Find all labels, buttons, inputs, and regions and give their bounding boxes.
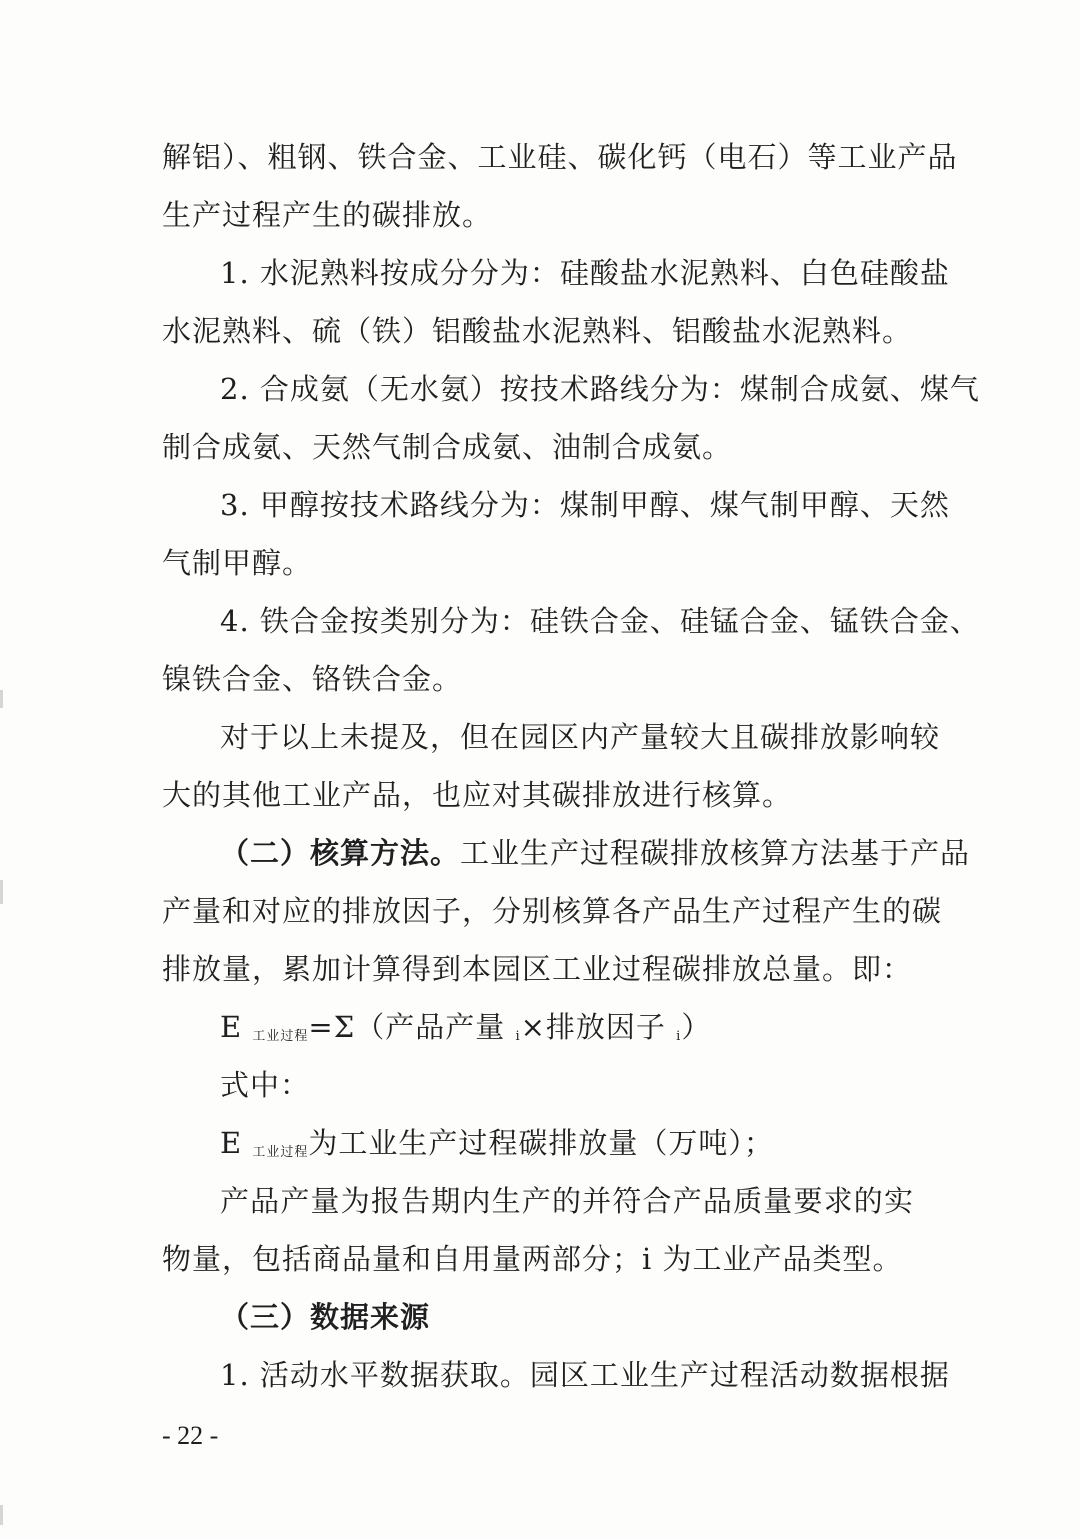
formula-sum: =Σ（产品产量 bbox=[308, 1010, 506, 1044]
document-body bbox=[162, 128, 980, 1404]
definition-text: 为工业生产过程碳排放量（万吨）； bbox=[308, 1126, 774, 1160]
text-line: 产品产量为报告期内生产的并符合产品质量要求的实 bbox=[220, 1184, 914, 1218]
formula bbox=[162, 998, 914, 1056]
text-line: 产量和对应的排放因子，分别核算各产品生产过程产生的碳 bbox=[162, 894, 943, 928]
text-line: 镍铁合金、铬铁合金。 bbox=[162, 662, 463, 696]
text-line: 4. 铁合金按类别分为：硅铁合金、硅锰合金、锰铁合金、 bbox=[220, 604, 980, 638]
text-line: 2. 合成氨（无水氨）按技术路线分为：煤制合成氨、煤气 bbox=[220, 372, 980, 406]
text-line: 大的其他工业产品，也应对其碳排放进行核算。 bbox=[162, 778, 793, 812]
scan-edge-mark bbox=[0, 1505, 3, 1525]
formula-e-subscript: 工业过程 bbox=[252, 1029, 309, 1044]
definition-e: E bbox=[220, 1126, 243, 1160]
formula-e: E bbox=[220, 1010, 243, 1044]
text-line: 制合成氨、天然气制合成氨、油制合成氨。 bbox=[162, 430, 733, 464]
text-line: 物量，包括商品量和自用量两部分；i 为工业产品类型。 bbox=[162, 1242, 903, 1276]
text-line: 生产过程产生的碳排放。 bbox=[162, 198, 493, 232]
page-number: - 22 - bbox=[162, 1421, 219, 1450]
section-heading: （二）核算方法。 bbox=[220, 836, 461, 870]
section-heading: （三）数据来源 bbox=[220, 1300, 431, 1334]
text-line: 1. 水泥熟料按成分分为：硅酸盐水泥熟料、白色硅酸盐 bbox=[220, 256, 950, 290]
text-line: 气制甲醇。 bbox=[162, 546, 313, 580]
definition-e-subscript: 工业过程 bbox=[252, 1145, 309, 1160]
text-line: 3. 甲醇按技术路线分为：煤制甲醇、煤气制甲醇、天然 bbox=[220, 488, 950, 522]
text-line: 解铝）、粗钢、铁合金、工业硅、碳化钙（电石）等工业产品 bbox=[162, 140, 958, 174]
text-span: 工业生产过程碳排放核算方法基于产品 bbox=[460, 836, 971, 870]
formula-times: ×排放因子 bbox=[520, 1010, 666, 1044]
definition-line bbox=[162, 1114, 914, 1172]
scan-edge-mark bbox=[0, 690, 3, 708]
where-label: 式中： bbox=[220, 1068, 311, 1102]
text-line: 水泥熟料、硫（铁）铝酸盐水泥熟料、铝酸盐水泥熟料。 bbox=[162, 314, 913, 348]
scan-edge-mark bbox=[0, 880, 3, 904]
formula-index: i bbox=[676, 1029, 682, 1044]
text-line bbox=[162, 824, 971, 882]
formula-index: i bbox=[515, 1029, 521, 1044]
text-line: 排放量，累加计算得到本园区工业过程碳排放总量。即： bbox=[162, 952, 913, 986]
text-line: 对于以上未提及，但在园区内产量较大且碳排放影响较 bbox=[220, 720, 941, 754]
text-line: 1. 活动水平数据获取。园区工业生产过程活动数据根据 bbox=[220, 1358, 950, 1392]
formula-close: ） bbox=[681, 1010, 712, 1044]
